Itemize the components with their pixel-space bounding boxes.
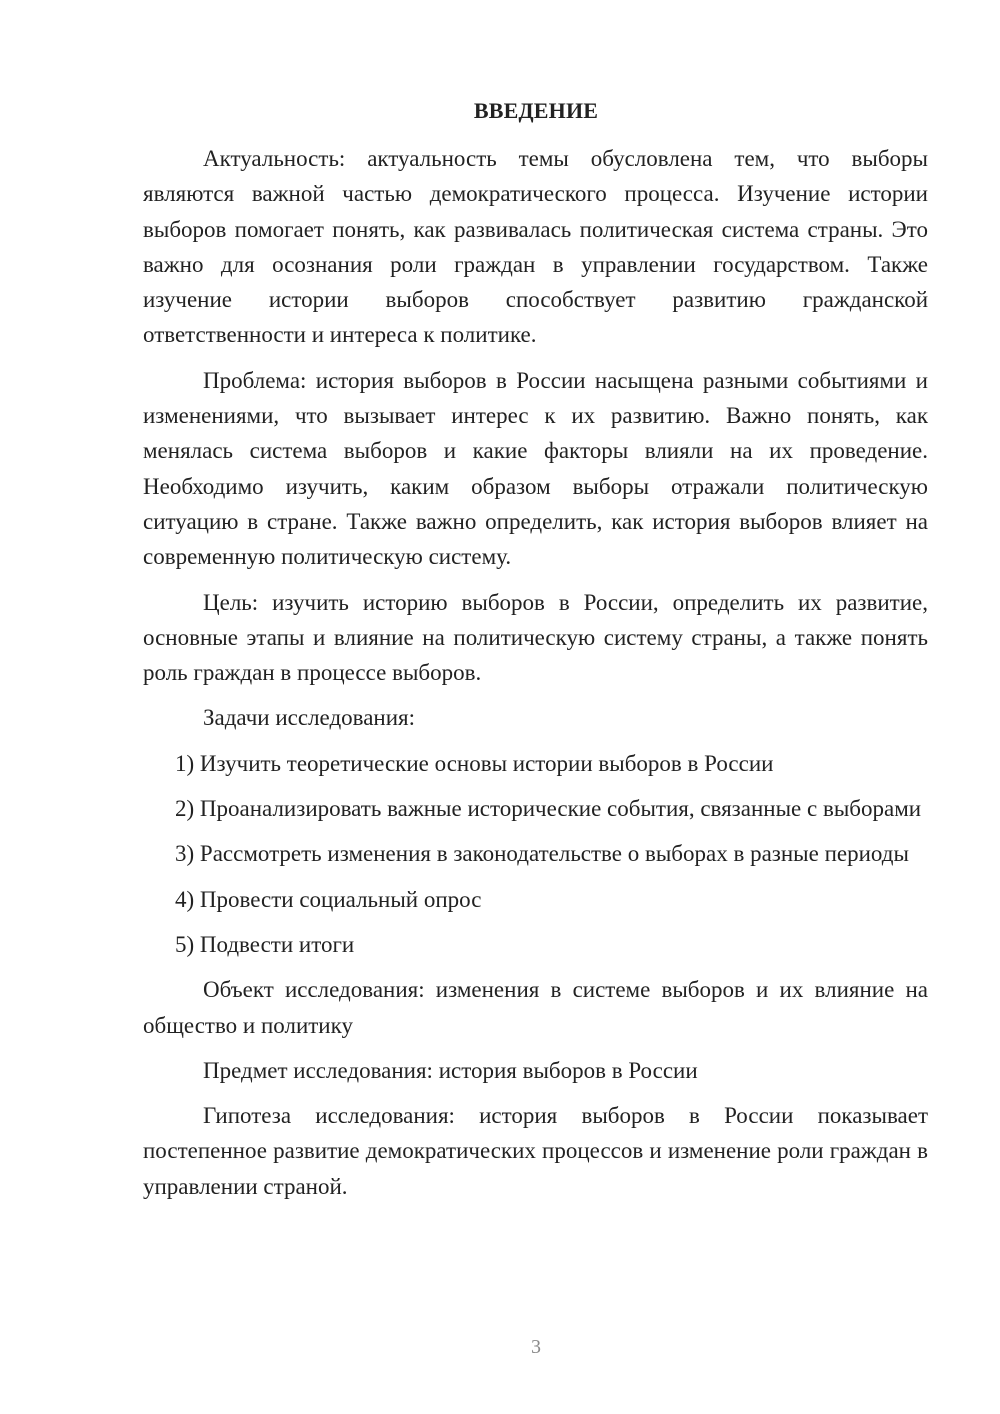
list-item-task-2: 2) Проанализировать важные исторические события, связанные с выборами bbox=[175, 796, 922, 822]
paragraph-tasks-heading: Задачи исследования: bbox=[203, 705, 416, 731]
list-item-task-4: 4) Провести социальный опрос bbox=[175, 886, 482, 912]
list-item-task-1: 1) Изучить теоретические основы истории выборов в России bbox=[175, 750, 774, 776]
page-title: ВВЕДЕНИЕ bbox=[473, 98, 599, 123]
paragraph-goal: Цель: изучить историю выборов в России, определить их развитие, основные этапы и влияние на политическую систему страны, а также понять роль граждан в процессе выборов. bbox=[143, 589, 928, 686]
paragraph-hypothesis: Гипотеза исследования: история выборов в России показывает постепенное развитие демократических процессов и изменение роли граждан в управлении страной. bbox=[143, 1103, 928, 1199]
list-item-task-3: 3) Рассмотреть изменения в законодательстве о выборах в разные периоды bbox=[175, 841, 909, 867]
paragraph-relevance: Актуальность: актуальность темы обусловлена тем, что выборы являются важной частью демократического процесса. Изучение истории выборов помогает понять, как развивалась политическая система страны. Это важно для осознания роли граждан в управлении государством. Также изучение истории выборов способствует развитию гражданской ответственности и интереса к политике. bbox=[143, 146, 928, 348]
paragraph-subject: Предмет исследования: история выборов в России bbox=[203, 1057, 698, 1083]
list-item-task-5: 5) Подвести итоги bbox=[175, 931, 355, 957]
paragraph-object: Объект исследования: изменения в системе выборов и их влияние на общество и политику bbox=[143, 977, 928, 1038]
paragraph-problem: Проблема: история выборов в России насыщена разными событиями и изменениями, что вызывает интерес к их развитию. Важно понять, как менялась система выборов и какие факторы влияли на их проведение. Необходимо изучить, каким образом выборы отражали политическую ситуацию в стране. Также важно определить, как история выборов влияет на современную политическую систему. bbox=[143, 367, 928, 570]
body-text bbox=[143, 141, 928, 1214]
page-number: 3 bbox=[531, 1336, 541, 1358]
